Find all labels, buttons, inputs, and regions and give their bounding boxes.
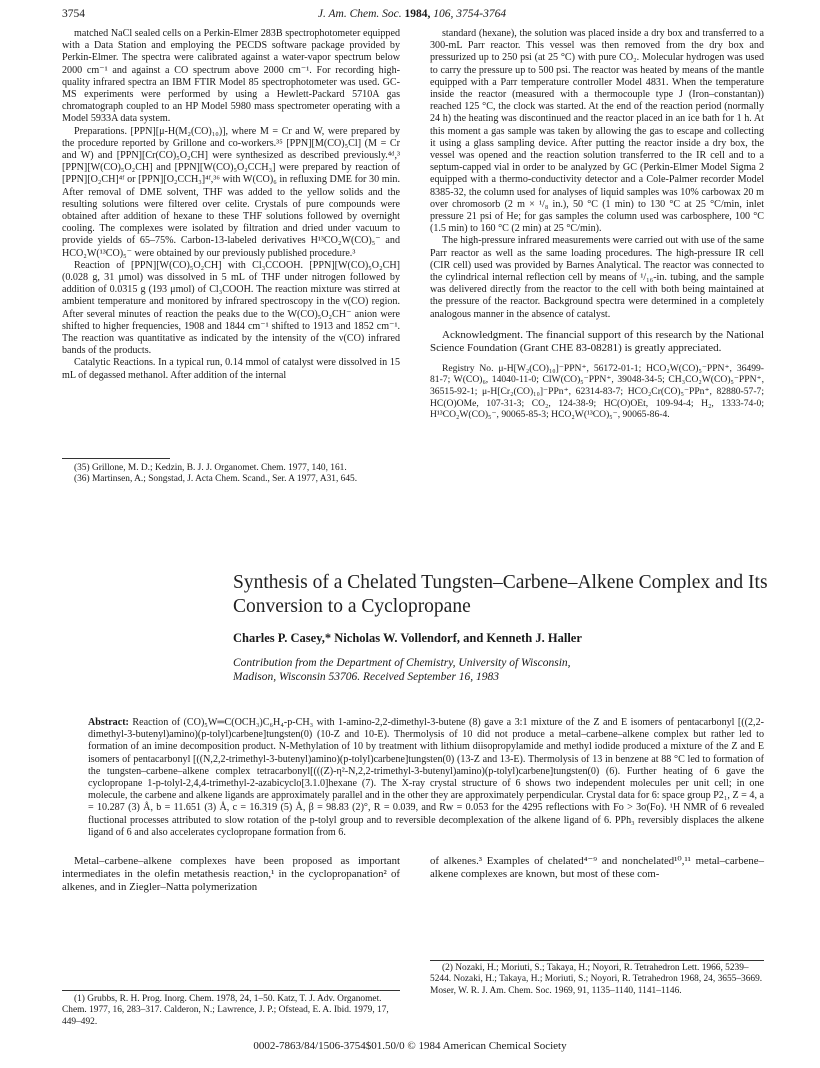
footnote: (35) Grillone, M. D.; Kedzin, B. J. J. Organomet. Chem. 1977, 140, 161. [74,463,347,473]
paragraph: Reaction of [PPN][W(CO)₅O₂CH] with Cl₃CCOOH. [PPN][W(CO)₅O₂CH] (0.028 g, 31 μmol) was dissolved in 5 mL of THF under nitrogen followed by addition of 0.0315 g (193 μmol) of Cl₃COOH. The reaction mixture was stirred at ambient temperature and monitored by infrared spectroscopy in the ν(CO) region. After several minutes of reaction the peaks due to the W(CO)₅O₂CH⁻ anion were shifted to higher frequencies, 1908 and 1844 cm⁻¹ shifted to 1913 and 1852 cm⁻¹. The reaction was quantitative as indicated by the intensity of the ν(CO) infrared bands of the products. [62,259,400,357]
abstract-text: Reaction of (CO)₅W═C(OCH₃)C₆H₄-p-CH₃ with 1-amino-2,2-dimethyl-3-butene (8) gave a 3:1 mixture of the Z and E isomers of pentacarbonyl [((2,2-dimethyl-3-butenyl)amino)(p-tolyl)carbene]tungsten(0) (10-Z and 10-E). Thermolysis of 10 did not produce a metal–carbene–alkene complex but rather led to formation of an imine decomposition product. N-Methylation of 10 by treatment with lithium diisopropylamide and methyl iodide produced a mixture of the Z and E isomers of pentacarbonyl [((N,2,2-trimethyl-3-butenyl)amino)(p-tolyl)carbene]tungsten(0) (13-Z and 13-E). Thermolysis of 13 in benzene at 88 °C led to formation of the tungsten–carbene–alkene complex tetracarbonyl[(((Z)-η²-N,2,2-trimethyl-3-butenyl)amino)(p-tolyl)carbene]tungsten(0) (6). Further heating of 6 gave the cyclopropane 1-p-tolyl-2,4,4-trimethyl-2-azabicyclo[3.1.0]hexane (7). The X-ray crystal structure of 6 shows two independent molecules per unit cell; in one molecule, the carbene and alkene ligands are approximately parallel and in the other they are approximately perpendicular. Crystal data for 6: space group P2₁, Z = 4, a = 10.287 (3) Å, b = 11.651 (3) Å, c = 16.319 (5) Å, β = 98.83 (2)°, R = 0.039, and Rw = 0.053 for the 4295 reflections with Fo > 3σ(Fo). ¹H NMR of 6 revealed fluctional processes attributed to slow rotation of the p-tolyl group and to reversible decomplexation of the alkene ligand of 6. PPh₃ reversibly displaces the alkene ligand of 6 and also accelerates cyclopropane formation from 6. [88,717,764,838]
article-authors: Charles P. Casey,* Nicholas W. Vollendorf, and Kenneth J. Haller [233,631,582,645]
copyright-footer: 0002-7863/84/1506-3754$01.50/0 © 1984 American Chemical Society [253,1040,567,1052]
bottom-footnote-left [62,994,400,1028]
paragraph: Preparations. [PPN][μ-H(M₂(CO)₁₀)], where M = Cr and W, were prepared by the procedure reported by Grillone and co-workers.³⁵ [PPN][M(CO)₅Cl] (M = Cr and W) and [PPN][Cr(CO)₅O₂CH] were synthesized as described previously.⁴ᵈ,³ [PPN][W(CO)₅O₂CH] and [PPN][W(CO)₅O₂CCH₃] were prepared by reaction of [PPN][O₂CH]⁴ᶠ or [PPN][O₂CCH₃]⁴ᶠ,³⁶ with W(CO)₆ in refluxing DME for 30 min. After removal of DME solvent, THF was added to the yellow solids and the resulting solutions were filtered over celite. Crystals of pure compounds were obtained after addition of hexane to these THF solutions followed by overnight cooling. The complexes were isolated by filtration and dried under vacuum to provide yields of 65–75%. Carbon-13-labeled derivatives H¹³CO₂W(CO)₅⁻ and HCO₂W(¹³CO)₅⁻ were obtained by our previously published procedure.³ [62,125,400,259]
journal-pages: 3754-3764 [456,8,507,20]
bottom-footnote-right [430,963,764,997]
journal-year: 1984, [404,8,431,20]
page-number: 3754 [62,8,85,20]
body-left [62,855,400,894]
article-title: Synthesis of a Chelated Tungsten–Carbene–Alkene Complex and Its Conversion to a Cyclopropane [233,572,768,617]
footnote: (1) Grubbs, R. H. Prog. Inorg. Chem. 1978, 24, 1–50. Katz, T. J. Adv. Organomet. Chem. 1977, 16, 283–317. Calderon, N.; Lawrence, J. P.; Ofstead, E. A. Ibid. 1979, 17, 449–492. [62,994,389,1027]
journal-name: J. Am. Chem. Soc. [317,8,402,20]
affiliation [233,656,773,684]
journal-citation [62,8,762,20]
body-right [430,855,764,881]
journal-volume: 106, [433,8,454,20]
footnote-divider [430,960,764,961]
footnote: (36) Martinsen, A.; Songstad, J. Acta Chem. Scand., Ser. A 1977, A31, 645. [74,474,358,485]
top-footnotes [62,463,400,486]
paragraph: standard (hexane), the solution was placed inside a dry box and transferred to a 300-mL Parr reactor. This vessel was then removed from the dry box and pressurized up to 250 psi (at 25 °C) with pure CO₂. Molecular hydrogen was used to carry the pressure up to 500 psi. The reactor was heated by means of the mantle equipped with a Parr temperature controller Model 4831. When the temperature inside the reactor (measured with a thermocouple type J (Iron–constantan)) reached 125 °C, the clock was started. At the end of the reaction period (normally 24 h) the heating was discontinued and the reactor placed in an ice bath for 1 h. At this moment a gas sample was taken by allowing the gas to escape and collecting it using a glass sampling device. After putting the reactor inside a dry box, the vessel was opened and the reaction solution transferred to the IR cell and to a septum-capped vial in order to be analyzed by GC (Perkin-Elmer Model Sigma 2 equipped with a thermo-conductivity detector and a Cole-Palmer recorder Model 8385-32, the column used for analyses of liquid samples was 10% carbowax 20 m over chromosorb (2 m × ¹/₈ in.), 50 °C (1 min) to 130 °C at 25 °C/min, inlet pressure 21 psi of He; for gas samples the column used was carbosphere, 100 °C (1.5 min) to 160 °C (2 min) at 25 °C/min). [430,28,764,235]
right-column-text [430,28,764,421]
footnote-divider [62,990,400,991]
running-header [62,8,762,24]
left-column-text [62,28,400,382]
acknowledgment: Acknowledgment. The financial support of this research by the National Science Foundation (Grant CHE 83-08281) is greatly appreciated. [430,328,764,354]
paragraph: The high-pressure infrared measurements were carried out with use of the same Parr reactor as well as the same loading procedures. The high-pressure IR cell (CIR cell) used was provided by Barnes Analytical. The reactor was connected to the cylindrical internal reflection cell by means of ¹/₁₆-in. tubing, and the sample was delivered directly from the reactor to the cell with both being maintained at the pressure of the reactor. Background spectra were determined in a completely analogous manner in the absence of catalyst. [430,235,764,320]
affiliation-line: Madison, Wisconsin 53706. Received September 16, 1983 [233,671,500,683]
paragraph: Metal–carbene–alkene complexes have been proposed as important intermediates in the olefin metathesis reaction,¹ in the cyclopropanation² of alkenes, and in Ziegler–Natta polymerization [62,855,400,893]
abstract-label: Abstract: [88,717,129,728]
paragraph: Catalytic Reactions. In a typical run, 0.14 mmol of catalyst were dissolved in 15 mL of degassed methanol. After addition of the internal [62,357,400,381]
paragraph: of alkenes.³ Examples of chelated⁴⁻⁹ and nonchelated¹⁰,¹¹ metal–carbene–alkene complexes are known, but most of these com- [430,855,764,880]
registry-numbers: Registry No. μ-H[W₂(CO)₁₀]⁻PPN⁺, 56172-01-1; HCO₂W(CO)₅⁻PPN⁺, 36499-81-7; W(CO)₆, 14040-11-0; ClW(CO)₅⁻PPN⁺, 39048-34-5; CH₃CO₂W(CO)₅⁻PPN⁺, 36515-92-1; μ-H[Cr₂(CO)₁₀]⁻PPn⁺, 62314-83-7; HCO₂Cr(CO)₅⁻PPn⁺, 82880-57-7; HC(O)OMe, 107-31-3; CO₂, 124-38-9; HC(O)OEt, 109-94-4; H₂, 1333-74-0; H¹³CO₂W(CO)₅⁻, 90065-85-3; HCO₂W(¹³CO)₅⁻, 90065-86-4. [430,362,764,421]
footnote-divider [62,458,170,459]
paragraph: matched NaCl sealed cells on a Perkin-Elmer 283B spectrophotometer equipped with a Data Station and employing the PECDS software package provided by Perkin-Elmer. The spectra were calibrated against a water-vapor spectrum below 2000 cm⁻¹ and against a CO spectrum above 2000 cm⁻¹. For recording high-quality infrared spectra an IBM FTIR Model 85 spectrophotometer was used. GC-MS experiments were performed by using a Hewlett-Packard 5710A gas chromatograph coupled to an HP Model 5980 mass spectrometer operating with a Model 5933A data system. [62,28,400,125]
footnote: (2) Nozaki, H.; Moriuti, S.; Takaya, H.; Noyori, R. Tetrahedron Lett. 1966, 5239–5244. Nozaki, H.; Takaya, H.; Moriuti, S.; Noyori, R. Tetrahedron 1968, 24, 3655–3669. Moser, W. R. J. Am. Chem. Soc. 1969, 91, 1135–1140, 1141–1146. [430,963,763,996]
affiliation-line: Contribution from the Department of Chemistry, University of Wisconsin, [233,657,571,669]
abstract [88,717,764,839]
